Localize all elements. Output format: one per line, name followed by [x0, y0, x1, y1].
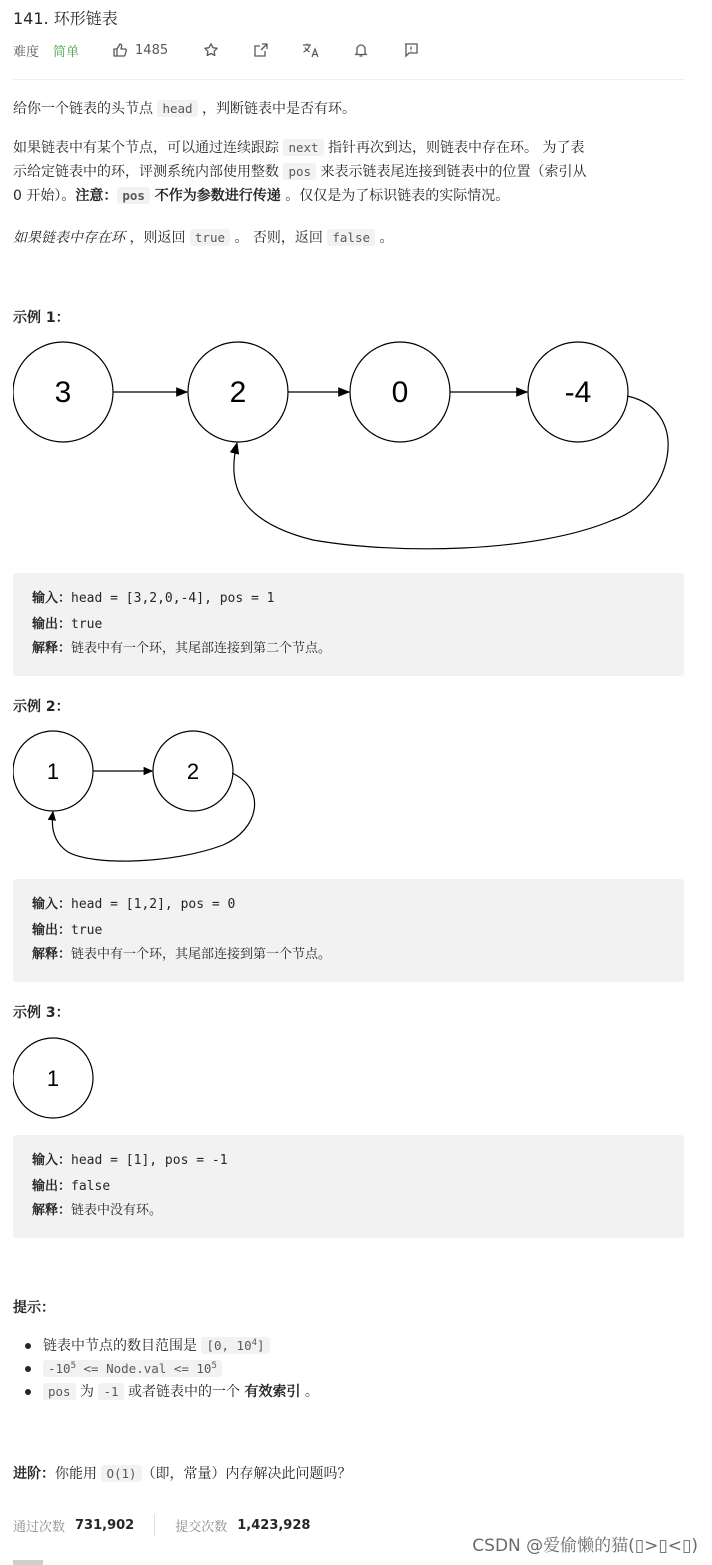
inline-code: pos: [43, 1383, 76, 1400]
desc-text: 。 否则，返回: [230, 230, 328, 246]
example-3-heading: 示例 3：: [13, 1005, 70, 1021]
submission-stats: [13, 1514, 310, 1536]
desc-text: 。: [375, 230, 394, 246]
input-label: 输入：: [32, 897, 72, 912]
example-1-io-block: [13, 573, 684, 676]
input-label: 输入：: [32, 591, 72, 606]
explain-text: 链表中有一个环，其尾部连接到第一个节点。: [71, 947, 332, 962]
node-value: 0: [391, 376, 409, 409]
output-value: false: [71, 1179, 111, 1194]
example-3-diagram: [13, 1037, 103, 1121]
example-2-diagram: [13, 730, 273, 865]
stats-divider: [154, 1514, 155, 1536]
output-label: 输出：: [32, 617, 72, 632]
input-value: head = [1], pos = -1: [71, 1153, 228, 1168]
node-value: 2: [186, 759, 200, 784]
bell-icon[interactable]: [352, 41, 370, 59]
csdn-watermark: CSDN @爱偷懒的猫(▯>▯<▯): [472, 1536, 698, 1556]
code-part: ]: [257, 1338, 265, 1353]
explain-text: 链表中有一个环，其尾部连接到第二个节点。: [71, 641, 332, 656]
advanced-text: 你能用: [55, 1466, 102, 1482]
translate-icon[interactable]: [302, 41, 320, 59]
star-icon[interactable]: [202, 41, 220, 59]
hint-text: 。: [300, 1384, 319, 1400]
note-label: 注意：: [75, 188, 118, 204]
node-value: 3: [54, 376, 72, 409]
inline-code: [43, 1360, 222, 1377]
inline-code: head: [157, 100, 197, 117]
node-value: -4: [564, 376, 592, 409]
description-paragraph-3: [13, 226, 684, 250]
desc-text: 示给定链表中的环，评测系统内部使用整数: [13, 164, 284, 180]
description-paragraph-1: [13, 97, 684, 121]
difficulty-badge: 简单: [53, 44, 80, 60]
cropped-content: [13, 1560, 43, 1565]
node-value: 1: [46, 1066, 60, 1091]
output-label: 输出：: [32, 923, 72, 938]
inline-code: false: [327, 229, 375, 246]
accepted-label: 通过次数: [13, 1519, 66, 1535]
feedback-icon[interactable]: [402, 41, 420, 59]
hint-item: [43, 1380, 319, 1403]
hints-list: [43, 1334, 319, 1403]
example-1-heading: 示例 1：: [13, 310, 70, 326]
like-button[interactable]: [111, 41, 168, 59]
difficulty-label: 难度: [13, 44, 40, 60]
thumbs-up-icon: [111, 41, 129, 59]
like-count: 1485: [135, 42, 169, 58]
share-icon[interactable]: [252, 41, 270, 59]
desc-italic: 如果链表中存在环: [13, 230, 125, 246]
output-value: true: [71, 617, 103, 632]
problem-title: 141. 环形链表: [13, 9, 118, 28]
inline-code: pos: [283, 163, 316, 180]
advanced-paragraph: [13, 1462, 684, 1486]
hint-text: 链表中节点的数目范围是: [43, 1338, 202, 1354]
explain-label: 解释：: [32, 641, 72, 656]
node-value: 2: [229, 376, 247, 409]
code-sup: 5: [70, 1360, 76, 1371]
explain-text: 链表中没有环。: [71, 1203, 163, 1218]
code-part: -10: [48, 1361, 71, 1376]
inline-code: O(1): [101, 1465, 141, 1482]
inline-code: true: [190, 229, 230, 246]
example-1-diagram: [13, 340, 684, 560]
desc-text: 0 开始）。: [13, 188, 76, 204]
inline-code: [201, 1337, 269, 1354]
hint-item: [43, 1334, 319, 1357]
hints-heading: 提示：: [13, 1300, 55, 1316]
desc-text: 。仅仅是为了标识链表的实际情况。: [280, 188, 510, 204]
explain-label: 解释：: [32, 947, 72, 962]
code-part: [0, 10: [206, 1338, 252, 1353]
example-2-heading: 示例 2：: [13, 699, 70, 715]
code-part: <= Node.val <= 10: [76, 1361, 212, 1376]
hint-item: [43, 1357, 319, 1380]
explain-label: 解释：: [32, 1203, 72, 1218]
output-label: 输出：: [32, 1179, 72, 1194]
hint-bold: 有效索引: [244, 1384, 301, 1400]
inline-code: next: [283, 139, 323, 156]
inline-code: pos: [117, 187, 150, 204]
submitted-label: 提交次数: [175, 1519, 228, 1535]
code-sup: 4: [251, 1337, 258, 1348]
input-label: 输入：: [32, 1153, 72, 1168]
input-value: head = [3,2,0,-4], pos = 1: [71, 591, 275, 606]
hint-text: 或者链表中的一个: [123, 1384, 245, 1400]
code-sup: 5: [211, 1360, 217, 1371]
node-value: 1: [46, 759, 60, 784]
note-text: 不作为参数进行传递: [149, 188, 281, 204]
advanced-text: （即，常量）内存解决此问题吗？: [141, 1466, 352, 1482]
example-3-io-block: [13, 1135, 684, 1238]
accepted-count: 731,902: [75, 1517, 135, 1533]
description-paragraph-2: [13, 136, 684, 208]
hint-text: 为: [75, 1384, 99, 1400]
desc-text: ，判断链表中是否有环。: [197, 101, 357, 117]
output-value: true: [71, 923, 103, 938]
advanced-label: 进阶：: [13, 1466, 55, 1482]
input-value: head = [1,2], pos = 0: [71, 897, 236, 912]
header-divider: [13, 79, 684, 80]
desc-text: 指针再次到达，则链表中存在环。 为了表: [323, 140, 585, 156]
example-2-io-block: [13, 879, 684, 982]
desc-text: 来表示链表尾连接到链表中的位置（索引从: [316, 164, 587, 180]
submitted-count: 1,423,928: [237, 1517, 311, 1533]
problem-meta-bar: [13, 38, 452, 62]
desc-text: ，则返回: [125, 230, 190, 246]
inline-code: -1: [98, 1383, 123, 1400]
desc-text: 如果链表中有某个节点，可以通过连续跟踪: [13, 140, 284, 156]
desc-text: 给你一个链表的头节点: [13, 101, 158, 117]
